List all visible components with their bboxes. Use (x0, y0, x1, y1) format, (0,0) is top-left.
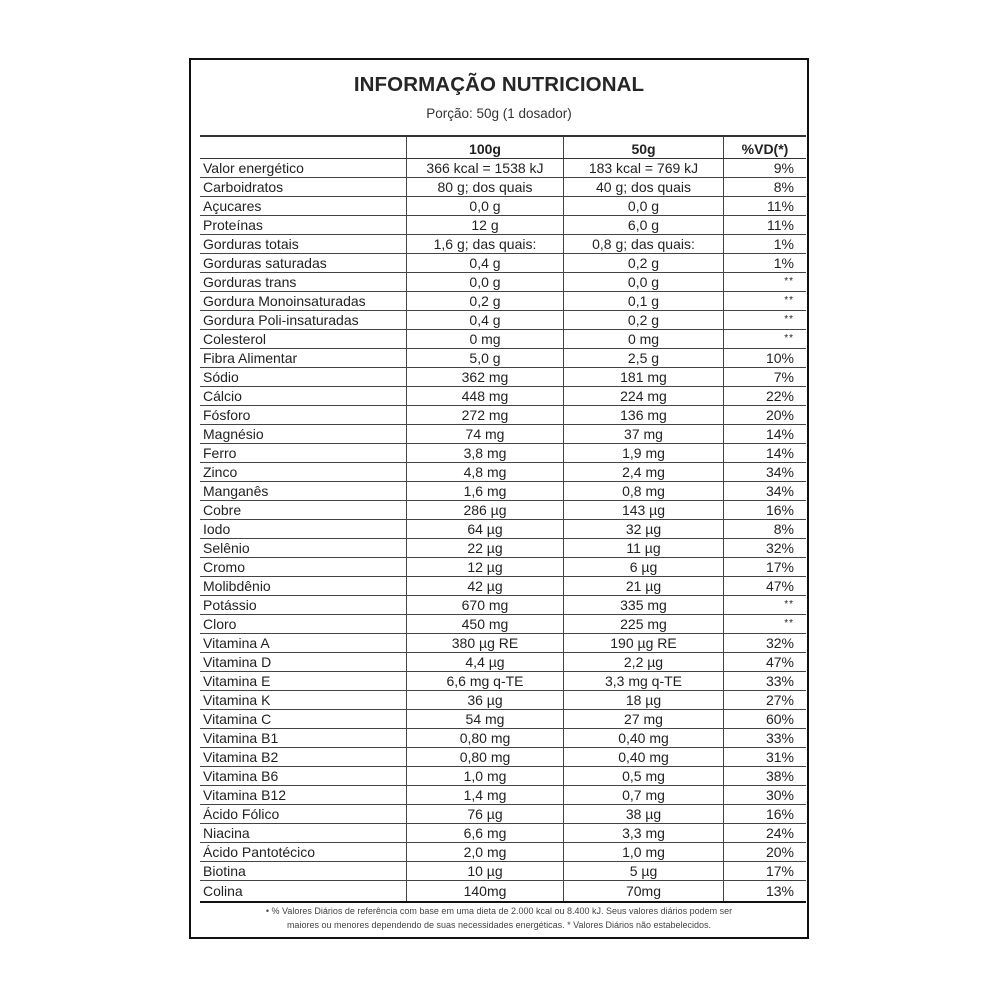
nutrition-table-header (200, 136, 806, 159)
value-100g: 0,80 mg (407, 748, 564, 767)
nutrient-name: Vitamina C (200, 710, 407, 729)
nutrient-name: Colina (200, 881, 407, 903)
value-100g: 140mg (407, 881, 564, 903)
value-50g: 190 µg RE (564, 634, 724, 653)
nutrient-name: Vitamina D (200, 653, 407, 672)
value-100g: 0,0 g (407, 273, 564, 292)
value-vd: ** (724, 311, 807, 330)
table-row (200, 672, 806, 691)
nutrient-name: Manganês (200, 482, 407, 501)
value-vd: 34% (724, 463, 807, 482)
table-row (200, 159, 806, 178)
value-vd: 20% (724, 843, 807, 862)
value-100g: 0,4 g (407, 311, 564, 330)
value-50g: 225 mg (564, 615, 724, 634)
value-100g: 2,0 mg (407, 843, 564, 862)
value-vd: 16% (724, 501, 807, 520)
value-50g: 0,0 g (564, 273, 724, 292)
nutrient-name: Molibdênio (200, 577, 407, 596)
value-vd: 20% (724, 406, 807, 425)
value-50g: 38 µg (564, 805, 724, 824)
value-vd: ** (724, 596, 807, 615)
nutrient-name: Cromo (200, 558, 407, 577)
value-vd: ** (724, 330, 807, 349)
value-vd: 32% (724, 634, 807, 653)
value-100g: 36 µg (407, 691, 564, 710)
value-50g: 224 mg (564, 387, 724, 406)
value-vd: 8% (724, 178, 807, 197)
value-100g: 74 mg (407, 425, 564, 444)
value-100g: 6,6 mg q-TE (407, 672, 564, 691)
table-row (200, 824, 806, 843)
table-row (200, 710, 806, 729)
value-50g: 5 µg (564, 862, 724, 881)
value-50g: 27 mg (564, 710, 724, 729)
value-100g: 42 µg (407, 577, 564, 596)
nutrition-facts-panel (189, 58, 809, 939)
value-vd: 7% (724, 368, 807, 387)
nutrient-name: Magnésio (200, 425, 407, 444)
table-row (200, 653, 806, 672)
value-50g: 335 mg (564, 596, 724, 615)
value-50g: 0,7 mg (564, 786, 724, 805)
nutrient-name: Colesterol (200, 330, 407, 349)
nutrient-name: Cálcio (200, 387, 407, 406)
table-row (200, 273, 806, 292)
footnote (191, 904, 807, 932)
value-vd: 34% (724, 482, 807, 501)
value-vd: 16% (724, 805, 807, 824)
value-50g: 143 µg (564, 501, 724, 520)
value-vd: 17% (724, 558, 807, 577)
value-50g: 2,5 g (564, 349, 724, 368)
nutrient-name: Vitamina B6 (200, 767, 407, 786)
value-50g: 2,2 µg (564, 653, 724, 672)
value-100g: 80 g; dos quais (407, 178, 564, 197)
nutrient-name: Iodo (200, 520, 407, 539)
nutrition-table (200, 135, 806, 903)
value-100g: 22 µg (407, 539, 564, 558)
nutrient-name: Fibra Alimentar (200, 349, 407, 368)
value-100g: 286 µg (407, 501, 564, 520)
nutrition-table-wrapper (200, 135, 800, 903)
table-row (200, 501, 806, 520)
value-100g: 12 g (407, 216, 564, 235)
value-50g: 32 µg (564, 520, 724, 539)
value-100g: 0 mg (407, 330, 564, 349)
nutrient-name: Vitamina A (200, 634, 407, 653)
value-100g: 10 µg (407, 862, 564, 881)
value-100g: 0,4 g (407, 254, 564, 273)
value-50g: 1,0 mg (564, 843, 724, 862)
value-vd: 14% (724, 425, 807, 444)
value-50g: 0,1 g (564, 292, 724, 311)
nutrient-name: Vitamina B2 (200, 748, 407, 767)
table-row (200, 197, 806, 216)
table-row (200, 596, 806, 615)
value-50g: 6,0 g (564, 216, 724, 235)
value-50g: 0,2 g (564, 311, 724, 330)
value-vd: 10% (724, 349, 807, 368)
value-vd: 8% (724, 520, 807, 539)
nutrient-name: Açucares (200, 197, 407, 216)
value-vd: ** (724, 292, 807, 311)
value-50g: 0 mg (564, 330, 724, 349)
header-100g: 100g (407, 136, 564, 159)
value-100g: 4,4 µg (407, 653, 564, 672)
table-row (200, 634, 806, 653)
table-row (200, 463, 806, 482)
nutrient-name: Fósforo (200, 406, 407, 425)
table-row (200, 444, 806, 463)
value-50g: 1,9 mg (564, 444, 724, 463)
footnote-line-2: maiores ou menores dependendo de suas necessidades energéticas. * Valores Diários não estabelecidos. (286, 920, 712, 930)
nutrient-name: Vitamina B12 (200, 786, 407, 805)
nutrient-name: Gorduras saturadas (200, 254, 407, 273)
table-row (200, 482, 806, 501)
table-row (200, 577, 806, 596)
value-vd: 17% (724, 862, 807, 881)
value-vd: 32% (724, 539, 807, 558)
value-100g: 362 mg (407, 368, 564, 387)
value-50g: 40 g; dos quais (564, 178, 724, 197)
nutrient-name: Proteínas (200, 216, 407, 235)
value-vd: 38% (724, 767, 807, 786)
table-row (200, 292, 806, 311)
nutrient-name: Biotina (200, 862, 407, 881)
value-50g: 0,40 mg (564, 748, 724, 767)
table-row (200, 729, 806, 748)
value-100g: 64 µg (407, 520, 564, 539)
value-50g: 136 mg (564, 406, 724, 425)
nutrient-name: Ácido Pantotécico (200, 843, 407, 862)
value-50g: 37 mg (564, 425, 724, 444)
value-50g: 6 µg (564, 558, 724, 577)
value-vd: 11% (724, 216, 807, 235)
value-vd: 31% (724, 748, 807, 767)
value-vd: ** (724, 615, 807, 634)
table-row (200, 767, 806, 786)
value-100g: 0,0 g (407, 197, 564, 216)
nutrient-name: Sódio (200, 368, 407, 387)
value-100g: 366 kcal = 1538 kJ (407, 159, 564, 178)
table-row (200, 558, 806, 577)
nutrient-name: Cloro (200, 615, 407, 634)
value-vd: 47% (724, 577, 807, 596)
table-row (200, 843, 806, 862)
value-100g: 1,6 g; das quais: (407, 235, 564, 254)
value-vd: 47% (724, 653, 807, 672)
value-50g: 0,2 g (564, 254, 724, 273)
table-row (200, 368, 806, 387)
header-nutrient (200, 136, 407, 159)
table-row (200, 748, 806, 767)
nutrient-name: Zinco (200, 463, 407, 482)
value-vd: 33% (724, 672, 807, 691)
nutrient-name: Ácido Fólico (200, 805, 407, 824)
value-100g: 4,8 mg (407, 463, 564, 482)
table-row (200, 862, 806, 881)
value-50g: 0,5 mg (564, 767, 724, 786)
value-vd: 27% (724, 691, 807, 710)
nutrient-name: Vitamina K (200, 691, 407, 710)
nutrition-table-body (200, 159, 806, 903)
value-vd: 60% (724, 710, 807, 729)
table-row (200, 349, 806, 368)
value-100g: 6,6 mg (407, 824, 564, 843)
value-vd: 14% (724, 444, 807, 463)
value-vd: 22% (724, 387, 807, 406)
nutrient-name: Potássio (200, 596, 407, 615)
header-50g: 50g (564, 136, 724, 159)
value-100g: 5,0 g (407, 349, 564, 368)
header-row (200, 136, 806, 159)
value-100g: 448 mg (407, 387, 564, 406)
table-row (200, 235, 806, 254)
value-50g: 0,8 g; das quais: (564, 235, 724, 254)
nutrient-name: Vitamina E (200, 672, 407, 691)
nutrient-name: Vitamina B1 (200, 729, 407, 748)
value-vd: 11% (724, 197, 807, 216)
table-row (200, 520, 806, 539)
value-vd: 9% (724, 159, 807, 178)
value-50g: 21 µg (564, 577, 724, 596)
value-100g: 76 µg (407, 805, 564, 824)
table-row (200, 330, 806, 349)
table-row (200, 881, 806, 903)
table-row (200, 254, 806, 273)
nutrient-name: Gordura Monoinsaturadas (200, 292, 407, 311)
table-row (200, 311, 806, 330)
value-50g: 18 µg (564, 691, 724, 710)
nutrient-name: Selênio (200, 539, 407, 558)
footnote-line-1: • % Valores Diários de referência com base em uma dieta de 2.000 kcal ou 8.400 kJ. Seus valores diários podem ser (265, 906, 733, 916)
nutrient-name: Cobre (200, 501, 407, 520)
value-vd: 24% (724, 824, 807, 843)
label-title: INFORMAÇÃO NUTRICIONAL (353, 73, 645, 96)
table-row (200, 425, 806, 444)
value-50g: 3,3 mg q-TE (564, 672, 724, 691)
value-50g: 0,8 mg (564, 482, 724, 501)
value-vd: 30% (724, 786, 807, 805)
value-50g: 2,4 mg (564, 463, 724, 482)
value-50g: 0,40 mg (564, 729, 724, 748)
value-vd: 1% (724, 235, 807, 254)
nutrient-name: Niacina (200, 824, 407, 843)
value-50g: 3,3 mg (564, 824, 724, 843)
table-row (200, 615, 806, 634)
nutrient-name: Valor energético (200, 159, 407, 178)
nutrient-name: Gorduras trans (200, 273, 407, 292)
nutrient-name: Gorduras totais (200, 235, 407, 254)
value-50g: 70mg (564, 881, 724, 903)
value-vd: ** (724, 273, 807, 292)
table-row (200, 539, 806, 558)
value-50g: 181 mg (564, 368, 724, 387)
value-100g: 272 mg (407, 406, 564, 425)
value-vd: 1% (724, 254, 807, 273)
table-row (200, 387, 806, 406)
nutrient-name: Carboidratos (200, 178, 407, 197)
value-50g: 0,0 g (564, 197, 724, 216)
table-row (200, 691, 806, 710)
table-row (200, 786, 806, 805)
value-100g: 450 mg (407, 615, 564, 634)
value-100g: 3,8 mg (407, 444, 564, 463)
value-vd: 13% (724, 881, 807, 903)
table-row (200, 406, 806, 425)
value-100g: 0,80 mg (407, 729, 564, 748)
value-100g: 1,6 mg (407, 482, 564, 501)
table-row (200, 805, 806, 824)
nutrient-name: Ferro (200, 444, 407, 463)
nutrient-name: Gordura Poli-insaturadas (200, 311, 407, 330)
value-100g: 1,0 mg (407, 767, 564, 786)
table-row (200, 216, 806, 235)
value-100g: 12 µg (407, 558, 564, 577)
value-100g: 1,4 mg (407, 786, 564, 805)
value-100g: 0,2 g (407, 292, 564, 311)
value-100g: 54 mg (407, 710, 564, 729)
table-row (200, 178, 806, 197)
header-vd: %VD(*) (724, 136, 807, 159)
value-vd: 33% (724, 729, 807, 748)
value-100g: 670 mg (407, 596, 564, 615)
value-50g: 183 kcal = 769 kJ (564, 159, 724, 178)
value-50g: 11 µg (564, 539, 724, 558)
value-100g: 380 µg RE (407, 634, 564, 653)
serving-size: Porção: 50g (1 dosador) (426, 106, 572, 121)
